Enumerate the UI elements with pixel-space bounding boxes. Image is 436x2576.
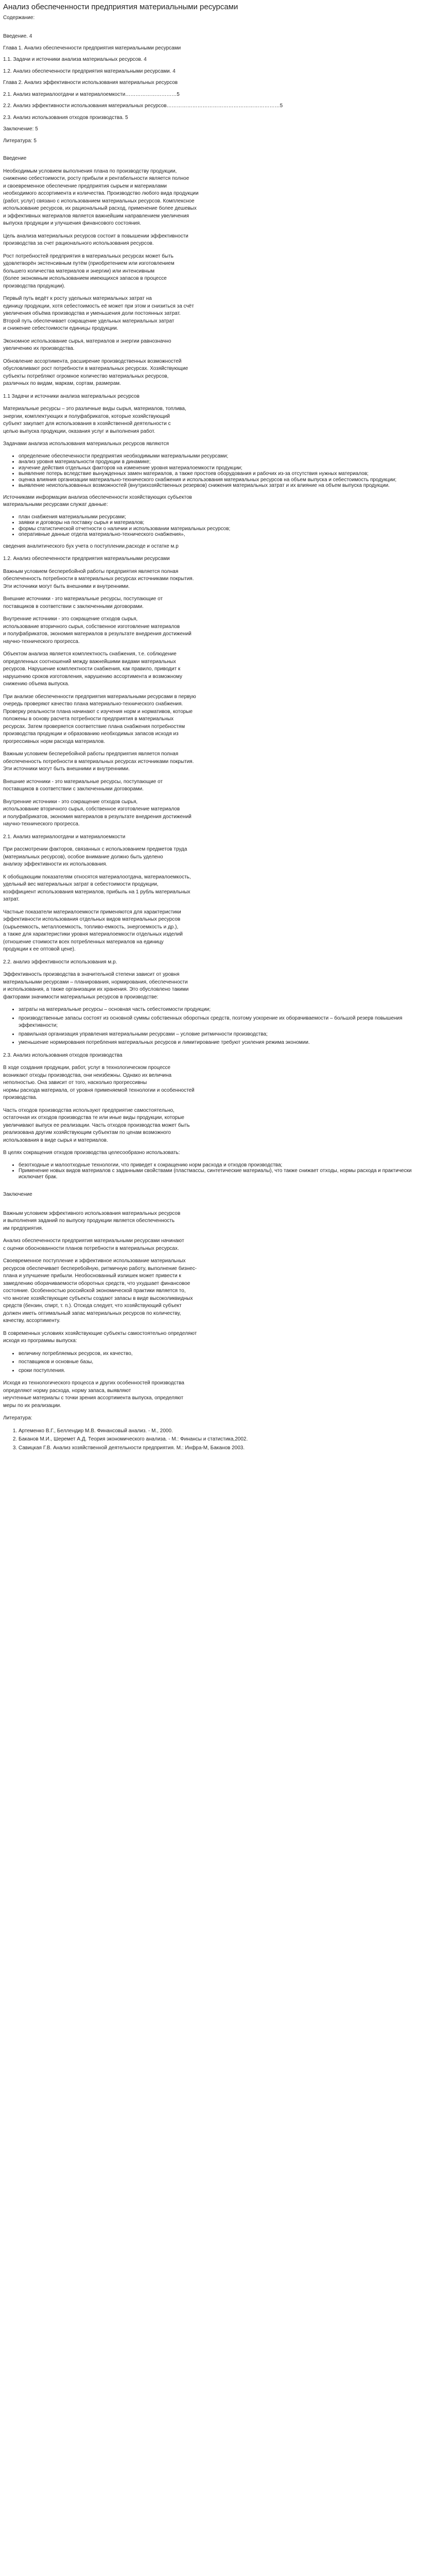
toc-item-conclusion[interactable]: Заключение: 5 bbox=[3, 126, 38, 132]
intro-heading: Введение bbox=[3, 156, 27, 161]
toc-item-chapter-1[interactable]: Глава 1. Анализ обеспеченности предприятия материальными ресурсами bbox=[3, 45, 181, 51]
section-1-2-paragraph: Внешние источники - это материальные ресурсы, поступающие от поставщиков в соответствии с заключенными договорами. bbox=[3, 778, 163, 792]
section-2-3-heading: 2.3. Анализ использования отходов производства bbox=[3, 1052, 123, 1058]
toc-item-literature[interactable]: Литература: 5 bbox=[3, 138, 37, 144]
literature-heading: Литература: bbox=[3, 1415, 32, 1421]
conclusion-after: Исходя из технологического процесса и других особенностей производства определяют норму расхода, норму запаса, выявляют неучтенные материалы с точки зрения ассортимента выпуска, определяют меры по их реализации. bbox=[3, 1380, 184, 1409]
intro-paragraph: Обновление ассортимента, расширение производственных возможностей обусловливают рост потребности в материальных ресурсах. Хозяйствующие субъекты потребляют огромное количество материальных ресурсов, различных по видам, маркам, сортам, размерам. bbox=[3, 358, 188, 386]
factors-list bbox=[3, 1006, 433, 1047]
toc-item-2-3[interactable]: 2.3. Анализ использования отходов производства. 5 bbox=[3, 114, 128, 121]
table-of-contents bbox=[3, 33, 433, 145]
section-2-3-paragraph: Часть отходов производства используют предприятие самостоятельно, остаточная их отходов производства те или иные виды продукции, которые увеличивают выпуск ее реализации. Часть отходов производства может быть реализована другим хозяйствующим субъектам по ценам возможного использования в виде сырья и материалов. bbox=[3, 1107, 190, 1143]
conclusion-paragraph: Важным условием эффективного использования материальных ресурсов и выполнения заданий по выпуску продукции является обеспеченность им предприятия. bbox=[3, 1210, 181, 1231]
section-2-2-heading: 2.2. анализ эффективности использования м.р. bbox=[3, 959, 117, 965]
list-item: • план снабжения материальными ресурсами; bbox=[19, 514, 433, 520]
conclusion-paragraph: Анализ обеспеченности предприятия материальными ресурсами начинают с оценки обоснованности планов потребности в материальных ресурсах. bbox=[3, 1238, 184, 1251]
section-2-1-heading: 2.1. Анализ материалоотдачи и материалоемкости bbox=[3, 834, 126, 840]
toc-item-1-1[interactable]: 1.1. Задачи и источники анализа материальных ресурсов. 4 bbox=[3, 57, 147, 62]
toc-item-2-2[interactable]: 2.2. Анализ эффективности использования материальных ресурсов…………………………………………………………5 bbox=[3, 103, 283, 109]
toc-item-1-2[interactable]: 1.2. Анализ обеспеченности предприятия материальными ресурсами. 4 bbox=[3, 68, 176, 74]
toc-item-chapter-2[interactable]: Глава 2. Анализ эффективности использования материальных ресурсов bbox=[3, 80, 178, 86]
section-1-2-heading: 1.2. Анализ обеспеченности предприятия материальными ресурсами bbox=[3, 556, 170, 562]
conclusion-list bbox=[3, 1350, 433, 1375]
list-item: • правильная организация управления материальными ресурсами – условие ритмичности производства; bbox=[19, 1031, 433, 1039]
section-1-2-paragraph: Важным условием бесперебойной работы предприятия является полная обеспеченность потребности в материальных ресурсах источниками покрытия. Эти источники могут быть внешними и внутренними. bbox=[3, 751, 194, 772]
list-item: • выявление потерь вследствие вынужденных замен материалов, а также простоев оборудования и рабочих из-за отсутствия нужных материалов; bbox=[19, 471, 433, 477]
list-item: • уменьшение нормирования потребления материальных ресурсов и лимитирование требуют усиления режима экономии. bbox=[19, 1039, 433, 1047]
conclusion-paragraph: В современных условиях хозяйствующие субъекты самостоятельно определяют исходя из программы выпуска: bbox=[3, 1330, 197, 1344]
list-item: • определение обеспеченности предприятия необходимыми материальными ресурсами; bbox=[19, 453, 433, 460]
toc-item-2-1[interactable]: 2.1. Анализ материалоотдачи и материалоемкости…………………………5 bbox=[3, 91, 180, 97]
page-title: Анализ обеспеченности предприятия материальными ресурсами bbox=[3, 3, 238, 11]
list-item: • оценка влияния организации материально-технического снабжения и использования материальных ресурсов на объем выпуска и себестоимость продукции; bbox=[19, 477, 433, 483]
section-1-2-paragraph: Объектом анализа является комплектность снабжения, т.е. соблюдение определенных соотношений между важнейшими видами материальных ресурсов. Нарушение комплектности снабжения, как правило, приводит к нарушению сроков изготовления, нарушению ассортимента и возможному снижению объема выпуска. bbox=[3, 651, 182, 687]
intro-paragraph: Первый путь ведёт к росту удельных материальных затрат на единицу продукции, хотя себестоимость её может при этом и снизиться за счёт увеличения объёма производства и уменьшения доли постоянных затрат. Второй путь обеспечивает сокращение удельных материальных затрат и снижение себестоимости единицы продукции. bbox=[3, 296, 194, 331]
list-item: • оперативные данные отдела материально-технического снабжения», bbox=[19, 532, 433, 538]
literature-list bbox=[3, 1428, 433, 1452]
section-1-2-paragraph: Важным условием бесперебойной работы предприятия является полная обеспеченность потребности в материальных ресурсах источниками покрытия. Эти источники могут быть внешними и внутренними. bbox=[3, 568, 194, 589]
section-1-2-paragraph: При анализе обеспеченности предприятия материальными ресурсами в первую очередь проверяют качество плана материально-технического снабжения. Проверку реальности плана начинают с изучения норм и нормативов, которые положены в основу расчета потребности предприятия в материальных ресурсах. Затем проверяется соответствие плана снабжения потребностям производства продукции и образованию необходимых запасов исходя из прогрессивных норм расхода материалов. bbox=[3, 693, 196, 744]
list-item: • затраты на материальные ресурсы – основная часть себестоимости продукции; bbox=[19, 1006, 433, 1014]
sources-list bbox=[3, 514, 433, 538]
waste-list bbox=[3, 1162, 433, 1180]
section-1-1-heading: 1.1 Задачи и источники анализа материальных ресурсов bbox=[3, 393, 139, 399]
section-1-1-paragraph: Материальные ресурсы – это различные виды сырья, материалов, топлива, энергии, комплектующих и полуфабрикатов, которые хозяйствующий субъект закупает для использования в хозяйственной деятельности с целью выпуска продукции, оказания услуг и выполнения работ. bbox=[3, 406, 186, 434]
list-item: • анализ уровня материальности продукции в динамике; bbox=[19, 459, 433, 465]
list-item: 2. Баканов М.И., Шеремет А.Д. Теория экономического анализа. - М.: Финансы и статистика,2002. bbox=[19, 1436, 433, 1444]
section-2-1-paragraph: К обобщающим показателям относятся материалоотдача, материалоемкость, удельный вес материальных затрат в себестоимости продукции, коэффициент использования материалов, прибыль на 1 рубль материальных затрат. bbox=[3, 874, 191, 902]
conclusion-heading: Заключение bbox=[3, 1192, 32, 1197]
section-2-1-paragraph: При рассмотрении факторов, связанных с использованием предметов труда (материальных ресурсов), особое внимание должно быть уделено анализу эффективности их использования. bbox=[3, 846, 187, 867]
list-item: • Применение новых видов материалов с заданными свойствами (пластмассы, синтетические материалы), что также снижает отходы, нормы расхода и практически исключает брак. bbox=[19, 1168, 433, 1180]
section-2-2-paragraph: Эффективность производства в значительной степени зависит от уровня материальными ресурсами – планирования, нормирования, обеспеченности и использования, а также организации их хранения. Это обусловлено такими факторами значимости материальных ресурсов в производстве: bbox=[3, 972, 189, 1000]
intro-paragraph: Рост потребностей предприятия в материальных ресурсах может быть удовлетворён экстенсивным путём (приобретением или изготовлением большего количества материалов и энергии) или интенсивным (более экономным использованием имеющихся запасов в процессе производства продукции). bbox=[3, 253, 175, 289]
sources-after: сведения аналитического бух учета о поступлении,расходе и остатке м.р bbox=[3, 543, 179, 549]
list-item: 1. Артеменко В.Г., Беллендир М.В. Финансовый анализ. - М., 2000. bbox=[19, 1428, 433, 1435]
list-item: • изучение действия отдельных факторов на изменение уровня материалоемкости продукции; bbox=[19, 465, 433, 471]
section-1-2-paragraph: Внутренние источники - это сокращение отходов сырья, использование вторичного сырья, собственное изготовление материалов и полуфабрикатов, экономия материалов в результате внедрения достижений научно-технического прогресса. bbox=[3, 799, 191, 827]
toc-item-intro[interactable]: Введение. 4 bbox=[3, 33, 32, 39]
section-2-3-paragraph: В ходе создания продукции, работ, услуг в технологическом процессе возникают отходы производства, они неизбежны. Однако их величина неполностью. Она зависит от того, насколько прогрессивны нормы расхода материала, от уровня применяемой технологии и особенностей производства. bbox=[3, 1065, 195, 1100]
conclusion-paragraph: Своевременное поступление и эффективное использование материальных ресурсов обеспечивает бесперебойную, ритмичную работу, выполнение бизнес- плана и улучшение прибыли. Необоснованный излишек может привести к замедлению оборачиваемости оборотных средств, что ухудшает финансовое состояние. Особенностью российской экономической практики является то, что многие хозяйствующие субъекты создают запасы в виде высоколиквидных средств (бензин, спирт, т. п.). Отсюда следует, что хозяйствующий субъект должен иметь оптимальный запас материальных ресурсов по количеству, качеству, ассортименту. bbox=[3, 1258, 197, 1324]
sources-intro: Источниками информации анализа обеспеченности хозяйствующих субъектов материальными ресурсами служат данные: bbox=[3, 494, 192, 507]
section-1-2-paragraph: Внешние источники - это материальные ресурсы, поступающие от поставщиков в соответствии с заключенными договорами. bbox=[3, 596, 163, 609]
waste-list-intro: В целях сокращения отходов производства целесообразно использовать: bbox=[3, 1150, 180, 1156]
tasks-list bbox=[3, 453, 433, 489]
list-item: • выявление неиспользованных возможностей (внутрихозяйственных резервов) снижения материальных затрат и их влияние на объем выпуска продукции. bbox=[19, 483, 433, 489]
list-item: • формы статистической отчетности о наличии и использовании материальных ресурсов; bbox=[19, 526, 433, 532]
list-item: • заявки и договоры на поставку сырья и материалов; bbox=[19, 520, 433, 526]
section-2-1-paragraph: Частные показатели материалоемкости применяются для характеристики эффективности использования отдельных видов материальных ресурсов (сырьеемкость, металлоемкость, топливо-емкость, энергоемкость и др.), а также для характеристики уровня материалоемкости отдельных изделий (отношение стоимости всех потребленных материалов на единицу продукции к ее оптовой цене). bbox=[3, 909, 183, 952]
list-item: • производственные запасы состоят из основной суммы собственных оборотных средств, поэтому ускорение их оборачиваемости – большой резерв повышения эффективности; bbox=[19, 1015, 433, 1030]
list-item: • сроки поступления. bbox=[19, 1367, 433, 1375]
tasks-intro: Задачами анализа использования материальных ресурсов являются bbox=[3, 441, 169, 447]
list-item: • безотходные и малоотходные технологии, что приведет к сокращению норм расхода и отходов производства; bbox=[19, 1162, 433, 1168]
intro-paragraph: Экономное использование сырья, материалов и энергии равнозначно увеличению их производства. bbox=[3, 338, 171, 351]
section-1-2-paragraph: Внутренние источники - это сокращение отходов сырья, использование вторичного сырья, собственное изготовление материалов и полуфабрикатов, экономия материалов в результате внедрения достижений научно-технического прогресса. bbox=[3, 616, 191, 645]
intro-paragraph: Необходимым условием выполнения плана по производству продукции, снижению себестоимости, росту прибыли и рентабельности является полное и своевременное обеспечение предприятия сырьем и материалами необходимого ассортимента и количества. Производство любого вида продукции (работ, услуг) связано с использованием материальных ресурсов. Комплексное использование ресурсов, их рациональный расход, применение более дешевых и эффективных материалов является важнейшим направлением увеличения выпуска продукции и улучшения финансового состояния. bbox=[3, 168, 199, 226]
intro-paragraph: Цель анализа материальных ресурсов состоит в повышении эффективности производства за счет рационального использования ресурсов. bbox=[3, 233, 188, 246]
list-item: • поставщиков и основные базы, bbox=[19, 1359, 433, 1366]
list-item: 3. Савицкая Г.В. Анализ хозяйственной деятельности предприятия. М.: Инфра-М, Баканов 2003. bbox=[19, 1445, 433, 1452]
toc-heading: Содержание: bbox=[3, 14, 35, 21]
list-item: • величину потребляемых ресурсов, их качество, bbox=[19, 1350, 433, 1358]
